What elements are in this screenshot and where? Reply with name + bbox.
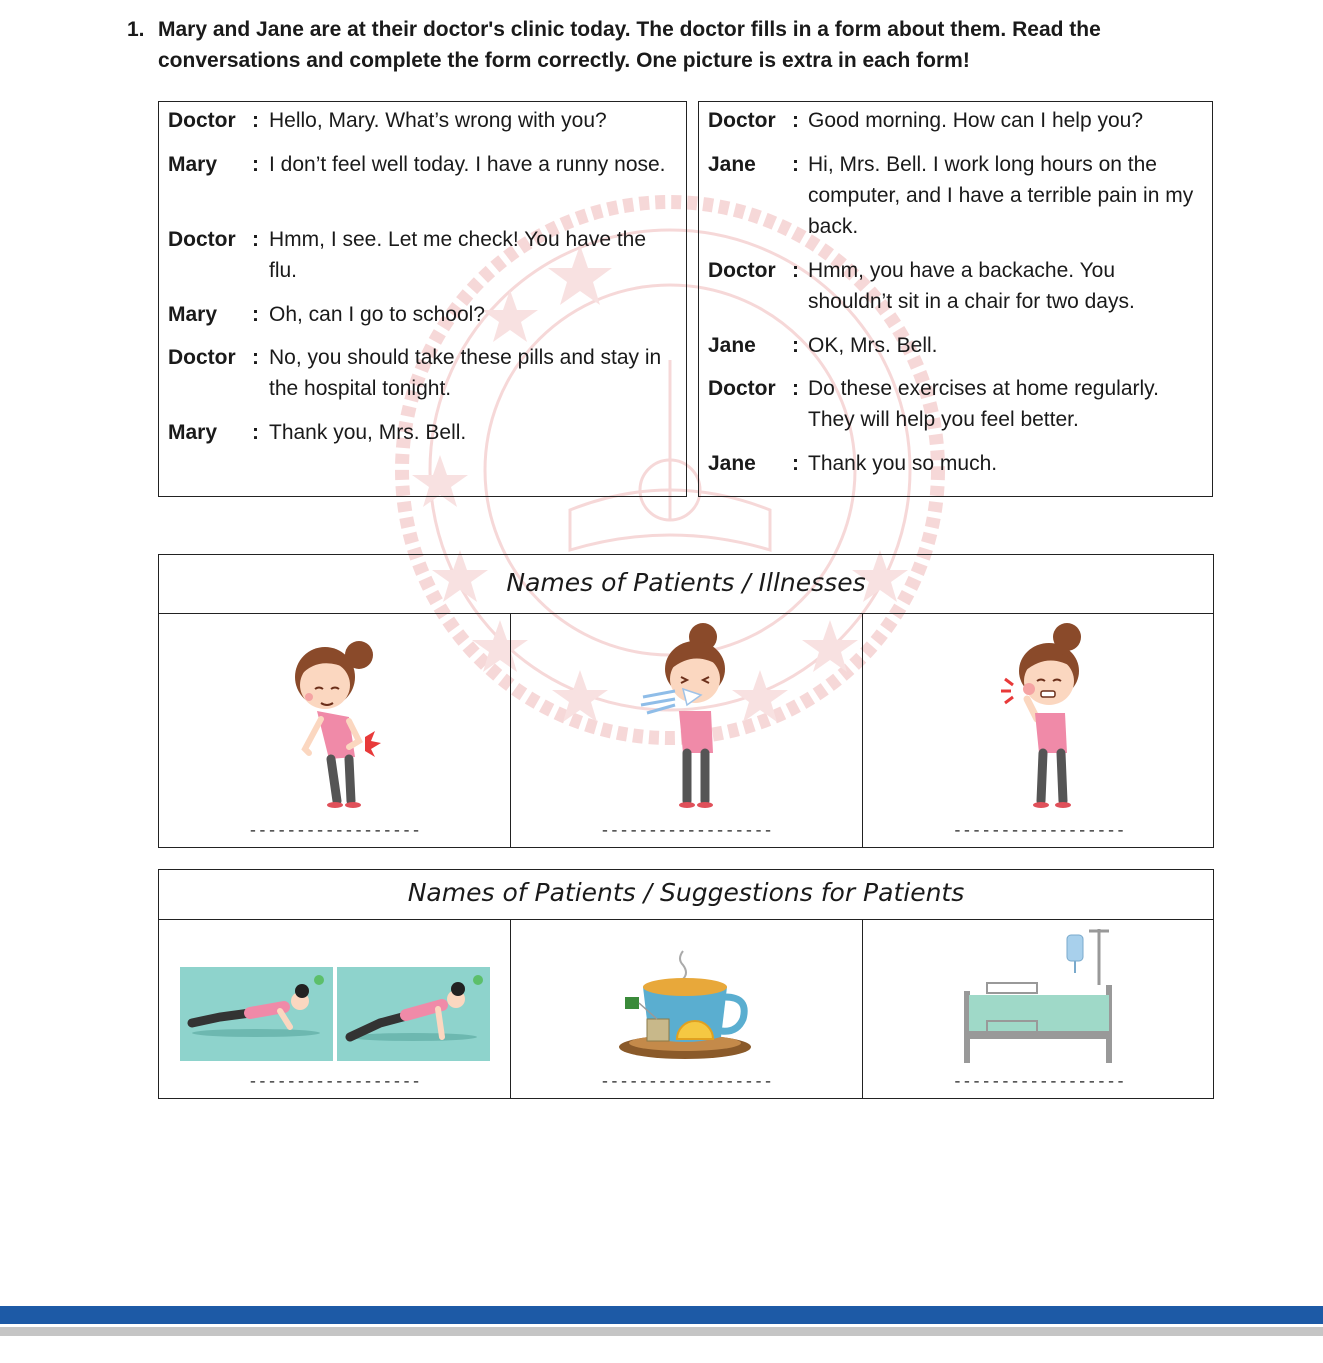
speaker-name: Mary bbox=[168, 303, 218, 326]
colon: : bbox=[792, 334, 799, 357]
colon: : bbox=[792, 153, 799, 176]
suggestion-cell-exercise bbox=[159, 919, 511, 1098]
backache-girl-icon bbox=[279, 619, 389, 811]
speaker-name: Doctor bbox=[168, 109, 236, 132]
colon: : bbox=[792, 109, 799, 132]
tea-with-lemon-icon bbox=[617, 947, 757, 1063]
dialog-text: Hi, Mrs. Bell. I work long hours on the computer, and I have a terrible pain in my back. bbox=[808, 153, 1194, 238]
colon: : bbox=[252, 346, 259, 369]
speaker-name: Jane bbox=[708, 153, 756, 176]
speaker-name: Doctor bbox=[168, 346, 236, 369]
colon: : bbox=[792, 259, 799, 282]
dialog-text: Thank you, Mrs. Bell. bbox=[269, 421, 467, 444]
speaker-name: Mary bbox=[168, 153, 218, 176]
form-suggestions-title: Names of Patients / Suggestions for Patients bbox=[159, 870, 1213, 920]
dialog-text: Do these exercises at home regularly. They will help you feel better. bbox=[808, 377, 1159, 431]
answer-blank[interactable]: ------------------ bbox=[600, 1073, 773, 1091]
footer-gray-bar bbox=[0, 1327, 1323, 1336]
dialog-mary bbox=[158, 101, 687, 497]
answer-blank[interactable]: ------------------ bbox=[600, 822, 773, 840]
colon: : bbox=[252, 421, 259, 444]
hospital-bed-icon bbox=[963, 925, 1115, 1065]
colon: : bbox=[252, 109, 259, 132]
illness-cell-backache bbox=[159, 613, 511, 847]
answer-blank[interactable]: ------------------ bbox=[248, 822, 421, 840]
dialog-text: Good morning. How can I help you? bbox=[808, 109, 1144, 132]
illness-cell-sneezing bbox=[511, 613, 863, 847]
speaker-name: Jane bbox=[708, 334, 756, 357]
sneezing-girl-icon bbox=[639, 619, 739, 811]
question-number: 1. bbox=[127, 18, 145, 41]
answer-blank[interactable]: ------------------ bbox=[952, 1073, 1126, 1091]
colon: : bbox=[252, 303, 259, 326]
answer-blank[interactable]: ------------------ bbox=[952, 822, 1126, 840]
push-up-exercise-icon bbox=[180, 967, 490, 1063]
dialog-text: Hmm, I see. Let me check! You have the flu. bbox=[269, 228, 647, 282]
form-illnesses bbox=[158, 554, 1214, 848]
toothache-girl-icon bbox=[991, 619, 1091, 811]
colon: : bbox=[792, 377, 799, 400]
dialog-text: Thank you so much. bbox=[808, 452, 998, 475]
dialog-text: Oh, can I go to school? bbox=[269, 303, 485, 326]
speaker-name: Doctor bbox=[708, 109, 776, 132]
speaker-name: Doctor bbox=[708, 377, 776, 400]
form-suggestions bbox=[158, 869, 1214, 1099]
illness-cell-toothache bbox=[863, 613, 1215, 847]
question-text: Mary and Jane are at their doctor's clinic today. The doctor fills in a form about them. Read the conversations and complete the form correctly. One picture is extra in each form! bbox=[158, 18, 1101, 72]
speaker-name: Jane bbox=[708, 452, 756, 475]
dialog-text: I don’t feel well today. I have a runny nose. bbox=[269, 153, 666, 176]
footer-blue-bar bbox=[0, 1306, 1323, 1324]
colon: : bbox=[792, 452, 799, 475]
colon: : bbox=[252, 153, 259, 176]
dialog-text: OK, Mrs. Bell. bbox=[808, 334, 938, 357]
dialog-jane bbox=[698, 101, 1213, 497]
dialog-text: Hmm, you have a backache. You shouldn’t sit in a chair for two days. bbox=[808, 259, 1135, 313]
colon: : bbox=[252, 228, 259, 251]
dialog-text: Hello, Mary. What’s wrong with you? bbox=[269, 109, 607, 132]
suggestion-cell-tea bbox=[511, 919, 863, 1098]
speaker-name: Mary bbox=[168, 421, 218, 444]
dialog-text: No, you should take these pills and stay in the hospital tonight. bbox=[269, 346, 662, 400]
form-illnesses-title: Names of Patients / Illnesses bbox=[159, 555, 1213, 614]
speaker-name: Doctor bbox=[708, 259, 776, 282]
answer-blank[interactable]: ------------------ bbox=[248, 1073, 421, 1091]
suggestion-cell-hospital-bed bbox=[863, 919, 1215, 1098]
speaker-name: Doctor bbox=[168, 228, 236, 251]
